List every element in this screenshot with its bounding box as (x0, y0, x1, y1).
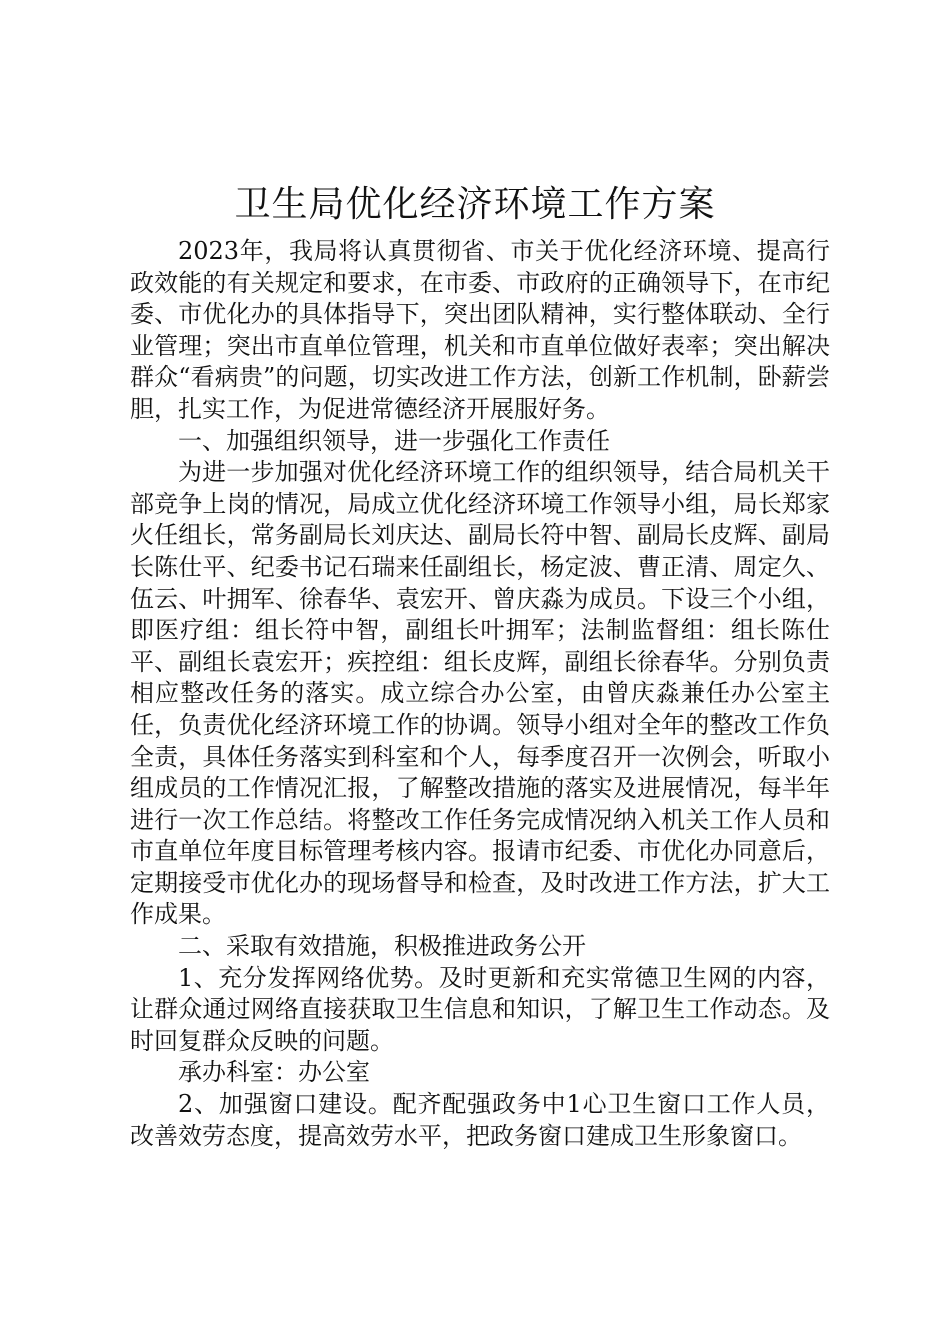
paragraph-item-1: 1、充分发挥网络优势。及时更新和充实常德卫生网的内容，让群众通过网络直接获取卫生信息和知识，了解卫生工作动态。及时回复群众反映的问题。 (130, 963, 830, 1055)
document-title: 卫生局优化经济环境工作方案 (234, 184, 716, 225)
paragraph-item-2: 2、加强窗口建设。配齐配强政务中1心卫生窗口工作人员，改善效劳态度，提高效劳水平，把政务窗口建成卫生形象窗口。 (130, 1090, 830, 1150)
document-body (130, 236, 830, 1152)
paragraph-intro: 2023年，我局将认真贯彻省、市关于优化经济环境、提高行政效能的有关规定和要求，在市委、市政府的正确领导下，在市纪委、市优化办的具体指导下，突出团队精神，实行整体联动、全行业管理；突出市直单位管理，机关和市直单位做好表率；突出解决群众“看病贵”的问题，切实改进工作方法，创新工作机制，卧薪尝胆，扎实工作，为促进常德经济开展服好务。 (130, 237, 830, 423)
paragraph-section-1: 为进一步加强对优化经济环境工作的组织领导，结合局机关干部竞争上岗的情况，局成立优化经济环境工作领导小组，局长郑家火任组长，常务副局长刘庆达、副局长符中智、副局长皮辉、副局长陈仕平、纪委书记石瑞来任副组长，杨定波、曹正清、周定久、伍云、叶拥军、徐春华、袁宏开、曾庆淼为成员。下设三个小组，即医疗组：组长符中智，副组长叶拥军；法制监督组：组长陈仕平、副组长袁宏开；疾控组：组长皮辉，副组长徐春华。分别负责相应整改任务的落实。成立综合办公室，由曾庆淼兼任办公室主任，负责优化经济环境工作的协调。领导小组对全年的整改工作负全责，具体任务落实到科室和个人，每季度召开一次例会，听取小组成员的工作情况汇报，了解整改措施的落实及进展情况，每半年进行一次工作总结。将整改工作任务完成情况纳入机关工作人员和市直单位年度目标管理考核内容。报请市纪委、市优化办同意后，定期接受市优化办的现场督导和检查，及时改进工作方法，扩大工作成果。 (130, 458, 830, 929)
heading-section-2: 二、采取有效措施，积极推进政务公开 (178, 932, 586, 961)
heading-section-1: 一、加强组织领导，进一步强化工作责任 (178, 426, 610, 455)
paragraph-responsible-office: 承办科室：办公室 (178, 1058, 370, 1087)
